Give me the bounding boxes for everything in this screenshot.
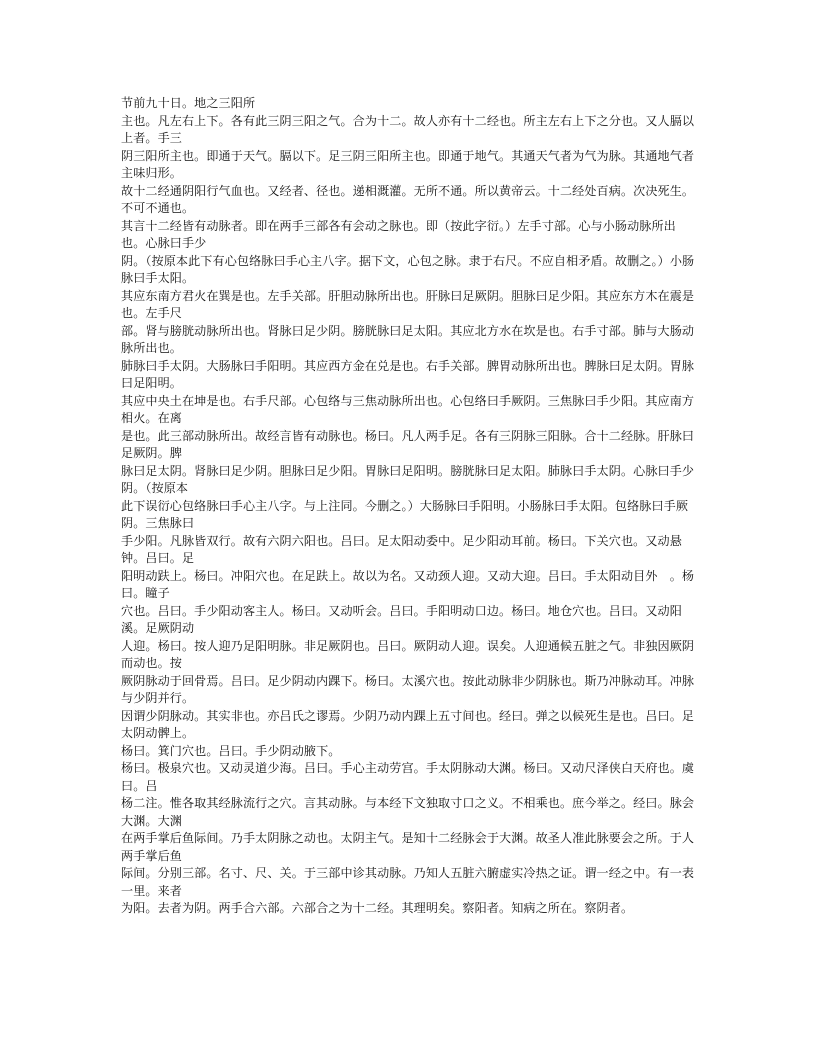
text-line: 脉曰足太阴。肾脉曰足少阴。胆脉曰足少阳。胃脉曰足阳明。膀胱脉曰足太阳。肺脉曰手太阴。心脉曰手少阴。（按原本 xyxy=(121,463,695,495)
text-line: 人迎。杨曰。按人迎乃足阳明脉。非足厥阴也。吕曰。厥阴动人迎。误矣。人迎通候五脏之气。非独因厥阴而动也。按 xyxy=(121,638,695,670)
text-line: 故十二经通阴阳行气血也。又经者、径也。递相溉灌。无所不通。所以黄帝云。十二经处百病。次决死生。不可不通也。 xyxy=(121,183,695,215)
text-line: 杨曰。箕门穴也。吕曰。手少阴动腋下。 xyxy=(121,743,341,758)
text-line: 际间。分别三部。名寸、尺、关。于三部中诊其动脉。乃知人五脏六腑虚实冷热之证。谓一经之中。有一表一里。来者 xyxy=(121,866,695,898)
text-line: 是也。此三部动脉所出。故经言皆有动脉也。杨曰。凡人两手足。各有三阴脉三阳脉。合十二经脉。肝脉曰足厥阴。脾 xyxy=(121,428,695,460)
text-line: 此下误衍心包络脉曰手心主八字。与上注同。今删之。）大肠脉曰手阳明。小肠脉曰手太阳。包络脉曰手厥阴。三焦脉曰 xyxy=(121,498,689,530)
text-line: 肺脉曰手太阴。大肠脉曰手阳明。其应西方金在兑是也。右手关部。脾胃动脉所出也。脾脉曰足太阴。胃脉曰足阳明。 xyxy=(121,358,695,390)
text-line: 其应东南方君火在巽是也。左手关部。肝胆动脉所出也。肝脉曰足厥阴。胆脉曰足少阳。其应东方木在震是也。左手尺 xyxy=(121,288,695,320)
text-line: 在两手掌后鱼际间。乃手太阴脉之动也。太阴主气。是知十二经脉会于大渊。故圣人准此脉要会之所。于人两手掌后鱼 xyxy=(121,831,695,863)
text-line: 杨曰。极泉穴也。又动灵道少海。吕曰。手心主动劳宫。手太阴脉动大渊。杨曰。又动尺泽侠白天府也。虞曰。吕 xyxy=(121,761,695,793)
text-line: 穴也。吕曰。手少阳动客主人。杨曰。又动听会。吕曰。手阳明动口边。杨曰。地仓穴也。吕曰。又动阳溪。足厥阴动 xyxy=(121,603,682,635)
text-line: 手少阳。凡脉皆双行。故有六阴六阳也。吕曰。足太阳动委中。足少阳动耳前。杨曰。下关穴也。又动悬钟。吕曰。足 xyxy=(121,533,682,565)
text-line: 部。肾与膀胱动脉所出也。肾脉曰足少阴。膀胱脉曰足太阳。其应北方水在坎是也。右手寸部。肺与大肠动脉所出也。 xyxy=(121,323,695,355)
document-body xyxy=(121,95,697,918)
text-line: 节前九十日。地之三阳所 xyxy=(121,96,256,110)
text-line: 阴三阳所主也。即通于天气。膈以下。足三阴三阳所主也。即通于地气。其通天气者为气为脉。其通地气者主味归形。 xyxy=(121,148,695,180)
text-line: 阳明动趺上。杨曰。冲阳穴也。在足趺上。故以为名。又动颈人迎。又动大迎。吕曰。手太阳动目外 。杨曰。瞳子 xyxy=(121,568,695,600)
text-line: 主也。凡左右上下。各有此三阴三阳之气。合为十二。故人亦有十二经也。所主左右上下之分也。又人膈以上者。手三 xyxy=(121,113,695,145)
text-line: 为阳。去者为阴。两手合六部。六部合之为十二经。其理明矣。察阳者。知病之所在。察阴者。 xyxy=(121,901,634,915)
text-line: 其应中央土在坤是也。右手尺部。心包络与三焦动脉所出也。心包络曰手厥阴。三焦脉曰手少阳。其应南方相火。在离 xyxy=(121,393,695,425)
text-line: 杨二注。惟各取其经脉流行之穴。言其动脉。与本经下文独取寸口之义。不相乘也。庶今举之。经曰。脉会大渊。大渊 xyxy=(121,796,695,828)
text-line: 其言十二经皆有动脉者。即在两手三部各有会动之脉也。即（按此字衍。）左手寸部。心与小肠动脉所出也。心脉曰手少 xyxy=(121,218,676,250)
text-line: 因谓少阴脉动。其实非也。亦吕氏之谬焉。少阴乃动内踝上五寸间也。经曰。弹之以候死生是也。吕曰。足太阴动髀上。 xyxy=(121,708,695,740)
text-line: 厥阴脉动于回骨焉。吕曰。足少阴动内踝下。杨曰。太溪穴也。按此动脉非少阴脉也。斯乃冲脉动耳。冲脉与少阴并行。 xyxy=(121,673,695,705)
text-line: 阴。（按原本此下有心包络脉曰手心主八字。据下文，心包之脉。隶于右尺。不应自相矛盾。故删之。）小肠脉曰手太阳。 xyxy=(121,253,695,285)
